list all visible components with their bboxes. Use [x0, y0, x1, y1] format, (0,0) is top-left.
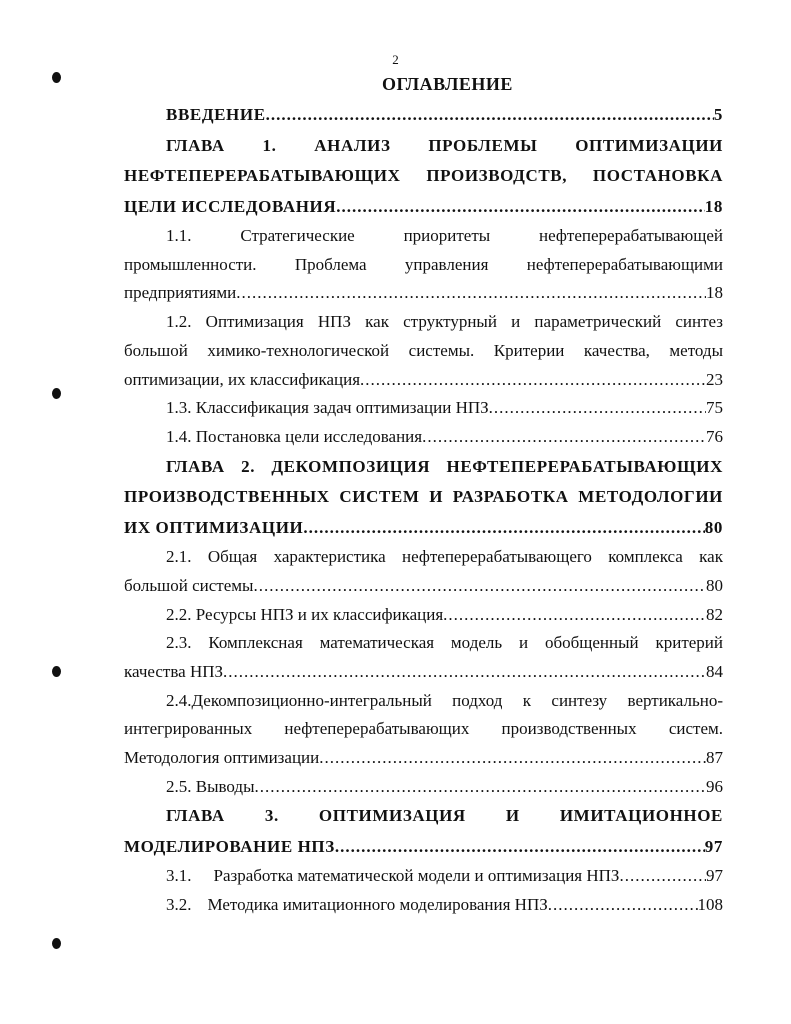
toc-page-number: 80: [704, 517, 723, 537]
toc-entry-title: 2.5. Выводы: [166, 776, 255, 796]
leader-dots: [253, 572, 706, 601]
toc-entry-title-line: оптимизации, их классификация: [124, 369, 361, 389]
toc-entry-section-1-2[interactable]: [124, 308, 723, 394]
toc-entry-intro[interactable]: [124, 100, 723, 131]
toc-page-number: 97: [706, 866, 723, 886]
toc-entry-section-2-5[interactable]: [124, 773, 723, 802]
toc-entry-title: Методика имитационного моделирования НПЗ: [207, 895, 548, 915]
leader-dots: [255, 773, 706, 802]
toc-entry-title-line: 2.4.Декомпозиционно-интегральный подход к синтезу вертикально-: [166, 690, 723, 710]
toc-page-number: 84: [706, 661, 723, 681]
toc-entry-number: 3.1.: [166, 866, 192, 886]
toc-page-number: 97: [704, 836, 723, 856]
toc-entry-title: 2.2. Ресурсы НПЗ и их классификация: [166, 604, 444, 624]
toc-entry-section-1-4[interactable]: [124, 423, 723, 452]
leader-dots: [336, 192, 705, 223]
toc-entry-title-line: НЕФТЕПЕРЕРАБАТЫВАЮЩИХ ПРОИЗВОДСТВ, ПОСТАНОВКА: [124, 166, 723, 185]
toc-page-number: 96: [706, 776, 723, 796]
toc-page-number: 82: [706, 604, 723, 624]
page-number: 2: [392, 52, 399, 67]
toc-entry-title: 1.3. Классификация задач оптимизации НПЗ: [166, 398, 489, 418]
toc-entry-title-line: интегрированных нефтеперерабатывающих производственных систем.: [124, 719, 723, 739]
punch-hole-mark: [52, 666, 61, 677]
leader-dots: [319, 744, 706, 773]
toc-page-number: 5: [713, 105, 723, 124]
leader-dots: [223, 658, 706, 687]
leader-dots: [489, 394, 706, 423]
leader-dots: [443, 601, 706, 630]
toc-page-number: 18: [704, 196, 723, 216]
toc-entry-title: ВВЕДЕНИЕ: [166, 105, 266, 124]
toc-entry-section-1-1[interactable]: [124, 222, 723, 308]
toc-entry-title-line: 2.1. Общая характеристика нефтеперерабатывающего комплекса как: [166, 547, 723, 567]
toc-entry-number: 3.2.: [166, 895, 192, 915]
leader-dots: [422, 423, 706, 452]
leader-dots: [548, 891, 698, 920]
toc-entry-section-2-3[interactable]: [124, 629, 723, 686]
leader-dots: [360, 366, 706, 395]
table-of-contents: [124, 100, 723, 920]
toc-page-number: 75: [706, 398, 723, 418]
toc-entry-chapter-3[interactable]: [124, 801, 723, 862]
leader-dots: [236, 279, 706, 308]
punch-hole-mark: [52, 388, 61, 399]
toc-entry-title-line: ПРОИЗВОДСТВЕННЫХ СИСТЕМ И РАЗРАБОТКА МЕТОДОЛОГИИ: [124, 487, 723, 507]
toc-page-number: 80: [706, 575, 723, 595]
toc-entry-section-3-1[interactable]: [124, 862, 723, 891]
toc-entry-title: 1.4. Постановка цели исследования: [166, 426, 423, 446]
toc-entry-title-line: большой химико-технологической системы. Критерии качества, методы: [124, 340, 723, 360]
toc-entry-title-line: МОДЕЛИРОВАНИЕ НПЗ: [124, 836, 335, 856]
toc-page-number: 76: [706, 426, 723, 446]
toc-entry-title-line: ЦЕЛИ ИССЛЕДОВАНИЯ: [124, 196, 337, 216]
toc-entry-title: Разработка математической модели и оптимизация НПЗ: [213, 866, 620, 886]
leader-dots: [619, 862, 706, 891]
leader-dots: [266, 100, 714, 131]
toc-entry-chapter-1[interactable]: [124, 131, 723, 223]
toc-entry-section-2-1[interactable]: [124, 543, 723, 600]
toc-entry-title-line: ГЛАВА 2. ДЕКОМПОЗИЦИЯ НЕФТЕПЕРЕРАБАТЫВАЮЩИХ: [166, 456, 723, 476]
toc-entry-title-line: 2.3. Комплексная математическая модель и обобщенный критерий: [166, 633, 723, 653]
toc-page-number: 23: [706, 369, 723, 389]
toc-entry-title-line: промышленности. Проблема управления нефтеперерабатывающими: [124, 254, 723, 274]
toc-entry-title-line: ИХ ОПТИМИЗАЦИИ: [124, 517, 304, 537]
toc-entry-section-2-2[interactable]: [124, 601, 723, 630]
toc-entry-title-line: 1.1. Стратегические приоритеты нефтеперерабатывающей: [166, 226, 723, 245]
toc-entry-chapter-2[interactable]: [124, 452, 723, 544]
toc-entry-section-2-4[interactable]: [124, 687, 723, 773]
toc-entry-section-3-2[interactable]: [124, 891, 723, 920]
toc-entry-title-line: предприятиями: [124, 283, 237, 303]
toc-entry-title-line: 1.2. Оптимизация НПЗ как структурный и параметрический синтез: [166, 312, 723, 332]
leader-dots: [335, 832, 705, 863]
toc-page-number: 18: [706, 283, 723, 303]
toc-entry-title-line: ГЛАВА 3. ОПТИМИЗАЦИЯ И ИМИТАЦИОННОЕ: [166, 806, 723, 826]
toc-entry-title-line: качества НПЗ: [124, 661, 224, 681]
toc-page-number: 87: [706, 748, 723, 768]
leader-dots: [303, 513, 704, 544]
punch-hole-mark: [52, 72, 61, 83]
toc-entry-title-line: большой системы: [124, 575, 254, 595]
toc-page-number: 108: [697, 895, 723, 915]
page-title: ОГЛАВЛЕНИЕ: [382, 74, 513, 94]
toc-entry-title-line: Методология оптимизации: [124, 748, 320, 768]
punch-hole-mark: [52, 938, 61, 949]
toc-entry-title-line: ГЛАВА 1. АНАЛИЗ ПРОБЛЕМЫ ОПТИМИЗАЦИИ: [166, 135, 723, 155]
toc-entry-section-1-3[interactable]: [124, 394, 723, 423]
